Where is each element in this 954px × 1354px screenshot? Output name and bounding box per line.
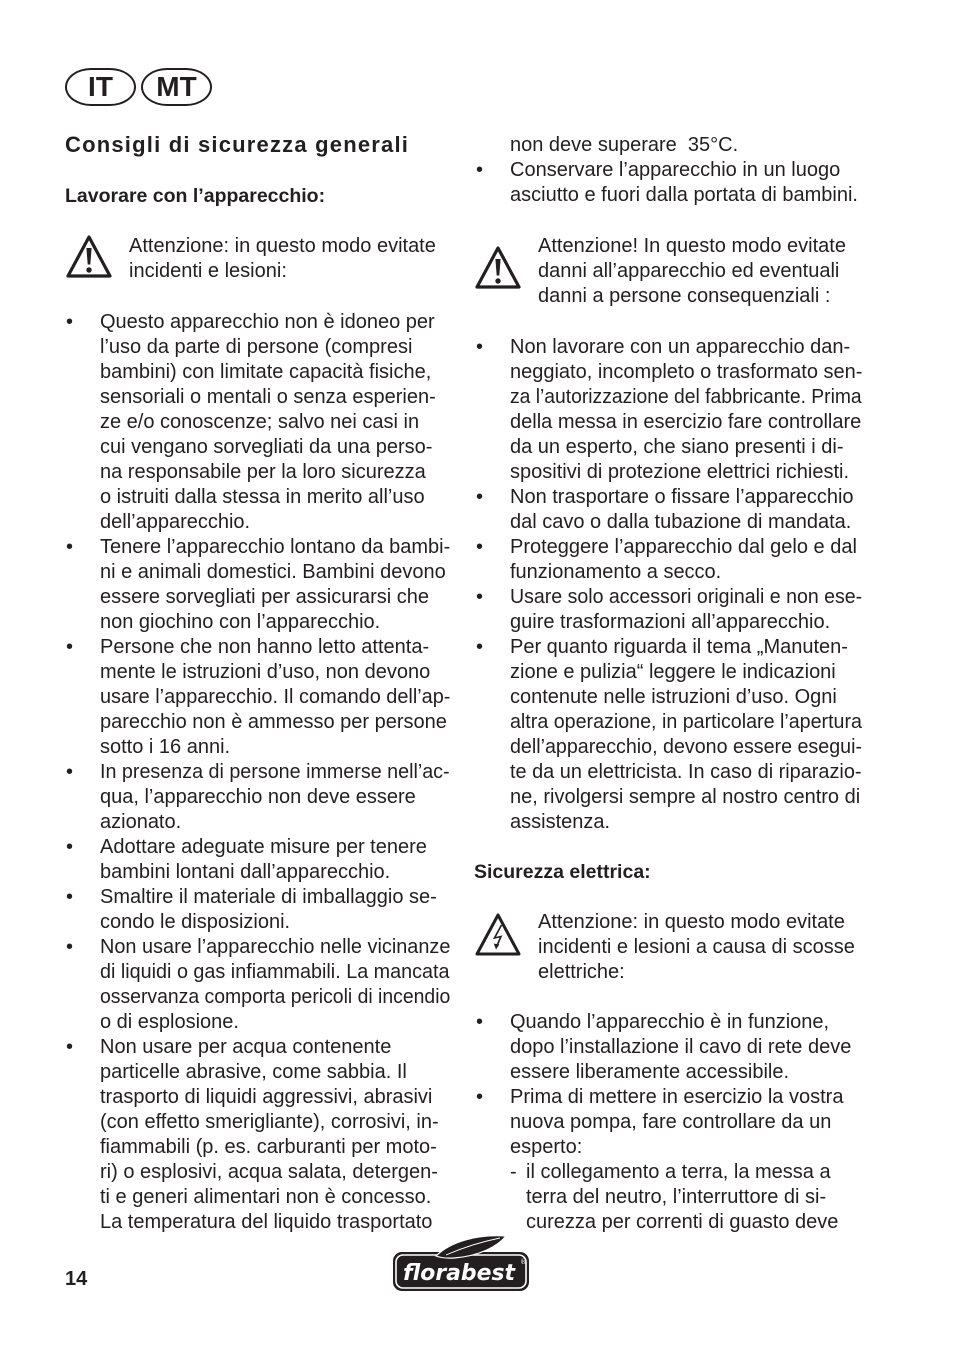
triangle-outline xyxy=(477,915,519,954)
text-line: altra operazione, in particolare l’apertura xyxy=(510,710,862,733)
right-bullet-list-top xyxy=(474,158,858,208)
text-line: danni all’apparecchio ed eventuali xyxy=(538,259,840,282)
text-line: incidenti e lesioni a causa di scosse xyxy=(538,935,855,958)
lightning-arrowhead xyxy=(494,944,500,950)
text-line: Non usare per acqua contenente xyxy=(100,1035,392,1058)
bullet-marker: • xyxy=(476,485,484,508)
text-line: non deve superare 35°C. xyxy=(510,134,739,156)
warning-notice-text xyxy=(538,234,846,309)
text-line: o istruiti dalla stessa in merito all’uso xyxy=(100,485,425,508)
text-line: non giochino con l’apparecchio. xyxy=(100,610,381,633)
bullet-marker: • xyxy=(476,585,484,608)
bullet-marker: • xyxy=(66,935,74,958)
text-line: Proteggere l’apparecchio dal gelo e dal xyxy=(510,535,857,558)
bullet-marker: • xyxy=(66,635,74,658)
language-badge-mt: MT xyxy=(141,68,212,106)
text-line: Adottare adeguate misure per tenere xyxy=(100,835,427,858)
text-line: dell’apparecchio, devono essere esegui- xyxy=(510,735,863,758)
text-line: o di esplosione. xyxy=(100,1010,239,1033)
text-line: della messa in esercizio fare controllare xyxy=(510,410,862,433)
text-line: te da un elettricista. In caso di riparazio- xyxy=(510,760,862,783)
bullet-marker: • xyxy=(66,535,74,558)
text-line: La temperatura del liquido trasportato xyxy=(100,1210,433,1233)
text-line: terra del neutro, l’interruttore di si- xyxy=(526,1185,827,1208)
text-line: osservanza comporta pericoli di incendio xyxy=(100,985,451,1008)
bullet-item xyxy=(474,485,875,535)
text-line: Tenere l’apparecchio lontano da bambi- xyxy=(100,535,451,558)
warning-notice-text xyxy=(129,234,436,284)
right-column-top xyxy=(474,133,858,208)
text-line: parecchio non è ammesso per persone xyxy=(100,710,447,733)
right-bullet-list-middle xyxy=(474,335,875,835)
text-line: condo le disposizioni. xyxy=(100,910,291,933)
bullet-item xyxy=(474,1010,851,1085)
text-line: Prima di mettere in esercizio la vostra xyxy=(510,1085,844,1108)
text-line: usare l’apparecchio. Il comando dell’ap- xyxy=(100,685,451,708)
text-line: ne, rivolgersi sempre al nostro centro di xyxy=(510,785,861,808)
text-line: elettriche: xyxy=(538,960,625,983)
page-number: 14 xyxy=(65,1268,88,1290)
text-line: bambini) con limitate capacità fisiche, xyxy=(100,360,432,383)
text-line: essere sorvegliati per assicurarsi che xyxy=(100,585,430,608)
exclamation-dot xyxy=(86,267,91,272)
bullet-item xyxy=(474,1085,851,1235)
bullet-marker: • xyxy=(476,1085,484,1108)
bullet-marker: • xyxy=(476,1010,484,1033)
left-bullet-list xyxy=(65,310,461,1235)
text-line: l’uso da parte di persone (compresi xyxy=(100,335,413,358)
electric-shock-warning-icon xyxy=(474,911,522,959)
text-line: Per quanto riguarda il tema „Manuten- xyxy=(510,635,848,658)
text-line: Conservare l’apparecchio in un luogo xyxy=(510,159,841,181)
text-line: di liquidi o gas infiammabili. La mancata xyxy=(100,960,450,983)
exclamation-dot xyxy=(495,278,500,283)
bullet-marker: • xyxy=(66,885,74,908)
text-line: ri) o esplosivi, acqua salata, detergen- xyxy=(100,1160,438,1183)
text-line: assistenza. xyxy=(510,810,611,833)
text-line: trasporto di liquidi aggressivi, abrasivi xyxy=(100,1085,433,1108)
text-line: particelle abrasive, come sabbia. Il xyxy=(100,1060,407,1083)
text-line: funzionamento a secco. xyxy=(510,560,722,583)
text-line: zione e pulizia“ leggere le indicazioni xyxy=(510,660,836,683)
text-line: bambini lontani dall’apparecchio. xyxy=(100,860,391,883)
registered-mark: ® xyxy=(520,1258,527,1266)
text-line: ze e/o conoscenze; salvo nei casi in xyxy=(100,410,420,433)
text-line: nuova pompa, fare controllare da un xyxy=(510,1110,832,1133)
bullet-marker: • xyxy=(66,310,74,333)
bullet-item xyxy=(65,310,461,535)
exclamation-bar xyxy=(86,248,91,265)
bullet-marker: • xyxy=(66,835,74,858)
right-bullet-list-bottom xyxy=(474,1010,851,1235)
bullet-item xyxy=(65,935,461,1035)
bullet-item xyxy=(474,535,875,585)
sub-list-item xyxy=(510,1160,851,1235)
text-line: incidenti e lesioni: xyxy=(129,259,287,282)
text-line: neggiato, incompleto o trasformato sen- xyxy=(510,360,863,383)
bullet-marker: • xyxy=(476,535,484,558)
text-line: fiammabili (p. es. carburanti per moto- xyxy=(100,1135,437,1158)
text-line: qua, l’apparecchio non deve essere xyxy=(100,785,416,808)
bullet-item xyxy=(474,335,875,485)
text-line: Non lavorare con un apparecchio dan- xyxy=(510,335,851,358)
text-line: sotto i 16 anni. xyxy=(100,735,231,758)
bullet-item xyxy=(65,835,461,885)
text-line: Smaltire il materiale di imballaggio se- xyxy=(100,885,437,908)
page-title: Consigli di sicurezza generali xyxy=(65,132,410,157)
text-line: cui vengano sorvegliati da una perso- xyxy=(100,435,433,458)
logo-wordmark: florabest xyxy=(403,1261,517,1286)
florabest-logo xyxy=(392,1234,530,1292)
text-line: ti e generi alimentari non è concesso. xyxy=(100,1185,432,1208)
text-line: dal cavo o dalla tubazione di mandata. xyxy=(510,510,852,533)
dash-marker: - xyxy=(510,1160,517,1183)
text-line: mente le istruzioni d’uso, non devono xyxy=(100,660,431,683)
text-line: il collegamento a terra, la messa a xyxy=(526,1160,831,1183)
text-line: Non usare l’apparecchio nelle vicinanze xyxy=(100,935,451,958)
bullet-marker: • xyxy=(476,335,484,358)
bullet-item xyxy=(65,535,461,635)
bullet-item xyxy=(65,885,461,935)
text-line: Attenzione! In questo modo evitate xyxy=(538,234,846,257)
text-line: essere liberamente accessibile. xyxy=(510,1060,790,1083)
text-line: danni a persone consequenziali : xyxy=(538,284,831,307)
text-line: curezza per correnti di guasto deve xyxy=(526,1210,839,1233)
exclamation-bar xyxy=(495,259,500,276)
text-line: sensoriali o mentali o senza esperien- xyxy=(100,385,436,408)
warning-triangle-icon xyxy=(65,233,113,281)
bullet-item xyxy=(65,760,461,835)
text-line: Attenzione: in questo modo evitate xyxy=(129,234,436,257)
text-line: ni e animali domestici. Bambini devono xyxy=(100,560,446,583)
section-heading: Lavorare con l’apparecchio: xyxy=(65,184,326,207)
language-badge-it: IT xyxy=(65,68,136,106)
text-line: Usare solo accessori originali e non ese- xyxy=(510,585,863,608)
bullet-item xyxy=(474,585,875,635)
text-line: dopo l’installazione il cavo di rete deve xyxy=(510,1035,852,1058)
bullet-item xyxy=(65,1035,461,1235)
bullet-marker: • xyxy=(476,635,484,658)
text-line: asciutto e fuori dalla portata di bambini. xyxy=(510,184,858,206)
text-line: Attenzione: in questo modo evitate xyxy=(538,910,845,933)
text-line: Persone che non hanno letto attenta- xyxy=(100,635,430,658)
lightning-bolt xyxy=(495,925,502,946)
text-line: Non trasportare o fissare l’apparecchio xyxy=(510,485,854,508)
text-line: da un esperto, che siano presenti i di- xyxy=(510,435,844,458)
text-line: In presenza di persone immerse nell’ac- xyxy=(100,760,450,783)
text-line: na responsabile per la loro sicurezza xyxy=(100,460,426,483)
warning-triangle-icon xyxy=(474,244,522,292)
text-line: Questo apparecchio non è idoneo per xyxy=(100,310,435,333)
bullet-item xyxy=(65,635,461,760)
text-line: contenute nelle istruzioni d’uso. Ogni xyxy=(510,685,837,708)
text-line: (con effetto smerigliante), corrosivi, in- xyxy=(100,1110,439,1133)
text-line: spositivi di protezione elettrici richiesti. xyxy=(510,460,850,483)
bullet-item xyxy=(474,158,858,208)
text-line: azionato. xyxy=(100,810,182,833)
text-line: guire trasformazioni all’apparecchio. xyxy=(510,610,831,633)
text-line: za l’autorizzazione del fabbricante. Prima xyxy=(510,385,862,408)
bullet-item xyxy=(474,635,875,835)
text-line: esperto: xyxy=(510,1135,583,1158)
bullet-marker: • xyxy=(476,159,484,181)
continued-paragraph xyxy=(474,133,858,158)
electric-warning-text xyxy=(538,910,855,985)
bullet-marker: • xyxy=(66,1035,74,1058)
text-line: dell’apparecchio. xyxy=(100,510,251,533)
bullet-marker: • xyxy=(66,760,74,783)
text-line: Quando l’apparecchio è in funzione, xyxy=(510,1010,830,1033)
section-heading-electrical: Sicurezza elettrica: xyxy=(474,860,651,883)
